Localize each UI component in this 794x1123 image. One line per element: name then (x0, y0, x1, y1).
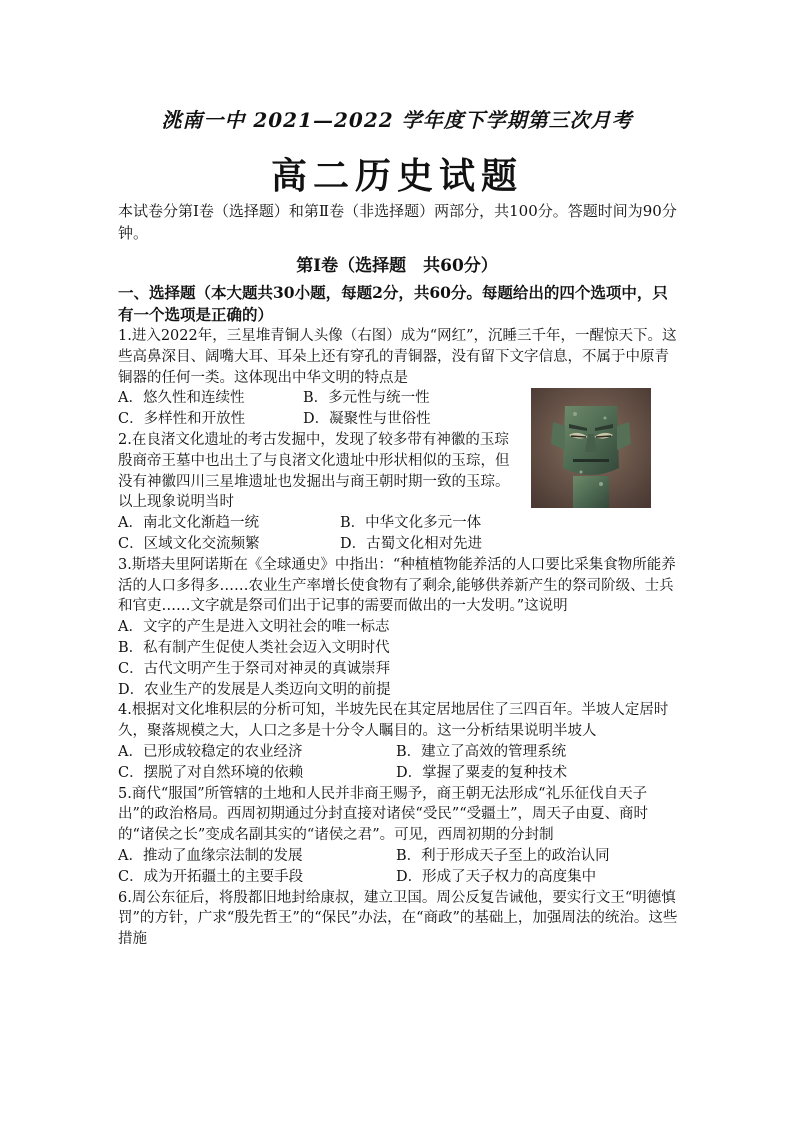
question-4-option-d: D．掌握了粟麦的复种技术 (396, 764, 568, 781)
question-1-option-a: A．悠久性和连续性 (118, 390, 245, 407)
question-2-options-row-1 (118, 513, 683, 534)
question-5-option-d: D．形成了天子权力的高度集中 (396, 868, 597, 885)
part1-title: 第Ⅰ卷（选择题 共60分） (296, 256, 498, 276)
question-5-option-c: C．成为开拓疆土的主要手段 (118, 868, 304, 885)
question-5-options-row-2 (118, 867, 683, 888)
question-3-option-c: C．古代文明产生于祭司对神灵的真诚崇拜 (118, 660, 391, 677)
question-3-option-d: D．农业生产的发展是人类迈向文明的前提 (118, 681, 391, 698)
question-5-stem: 5.商代“服国”所管辖的土地和人民并非商王赐予，商王朝无法形成“礼乐征伐自天子出”的政治格局。西周初期通过分封直接对诸侯“受民”“受疆土”，周天子由夏、商时的“诸侯之长”变成名副其实的“诸侯之君”。可见，西周初期的分封制 (118, 785, 649, 844)
question-4-options-row-1 (118, 742, 683, 763)
question-2-option-c: C．区域文化交流频繁 (118, 535, 260, 552)
question-2-option-d: D．古蜀文化相对先进 (340, 535, 483, 552)
question-2-option-a: A．南北文化渐趋一统 (118, 515, 259, 532)
question-4-options-row-2 (118, 763, 683, 784)
question-1-options-row-1 (118, 388, 683, 409)
question-3-option-a: A．文字的产生是进入文明社会的唯一标志 (118, 619, 390, 636)
question-4-stem: 4.根据对文化堆积层的分析可知，半坡先民在其定居地居住了三四百年。半坡人定居时久，聚落规模之大，人口之多是十分令人瞩目的。这一分析结果说明半坡人 (118, 702, 669, 740)
question-4-option-c: C．摆脱了对自然环境的依赖 (118, 764, 304, 781)
questions-block (118, 326, 683, 950)
question-5-options-row-1 (118, 846, 683, 867)
question-1-options-row-2 (118, 409, 683, 430)
school-title: 洮南一中 2021—2022 学年度下学期第三次月考 (161, 108, 633, 132)
question-4-option-a: A．已形成较稳定的农业经济 (118, 743, 303, 760)
question-5-option-a: A．推动了血缘宗法制的发展 (118, 847, 303, 864)
question-1-option-c: C．多样性和开放性 (118, 411, 246, 428)
question-2-stem: 2.在良渚文化遗址的考古发掘中，发现了较多带有神徽的玉琮殷商帝王墓中也出土了与良渚文化遗址中形状相似的玉琮，但没有神徽四川三星堆遗址也发掘出与商王朝时期一致的玉琮。以上现象说明当时 (118, 431, 510, 511)
question-3-option-b: B．私有制产生促使人类社会迈入文明时代 (118, 639, 390, 656)
question-6-stem: 6.周公东征后，将殷都旧地封给康叔，建立卫国。周公反复告诫他，要实行文王“明德慎罚”的方针，广求“殷先哲王”的“保民”办法，在“商政”的基础上，加强周法的统治。这些措施 (118, 889, 678, 948)
section-heading: 一、选择题（本大题共30小题，每题2分，共60分。每题给出的四个选项中，只有一个选项是正确的） (118, 283, 668, 324)
question-4-option-b: B．建立了高效的管理系统 (396, 743, 567, 760)
question-1-option-d: D．凝聚性与世俗性 (303, 411, 431, 428)
question-1-stem: 1.进入2022年，三星堆青铜人头像（右图）成为“网红”，沉睡三千年，一醒惊天下。这些高鼻深目、阔嘴大耳、耳朵上还有穿孔的青铜器，没有留下文字信息，不属于中原青铜器的任何一类。这体现出中华文明的特点是 (118, 328, 677, 386)
question-2-options-row-2 (118, 534, 683, 555)
question-3-stem: 3.斯塔夫里阿诺斯在《全球通史》中指出：“种植植物能养活的人口要比采集食物所能养活的人口多得多……农业生产率增长使食物有了剩余,能够供养新产生的祭司阶级、士兵和官吏……文字就是祭司们出于记事的需要而做出的一大发明。”这说明 (118, 556, 676, 615)
question-5-option-b: B．利于形成天子至上的政治认同 (396, 847, 610, 864)
exam-title: 高二历史试题 (270, 155, 523, 197)
question-2-option-b: B．中华文化多元一体 (340, 515, 482, 532)
exam-intro: 本试卷分第Ⅰ卷（选择题）和第Ⅱ卷（非选择题）两部分，共100分。答题时间为90分钟。 (118, 202, 677, 242)
question-1-option-b: B．多元性与统一性 (303, 390, 430, 407)
